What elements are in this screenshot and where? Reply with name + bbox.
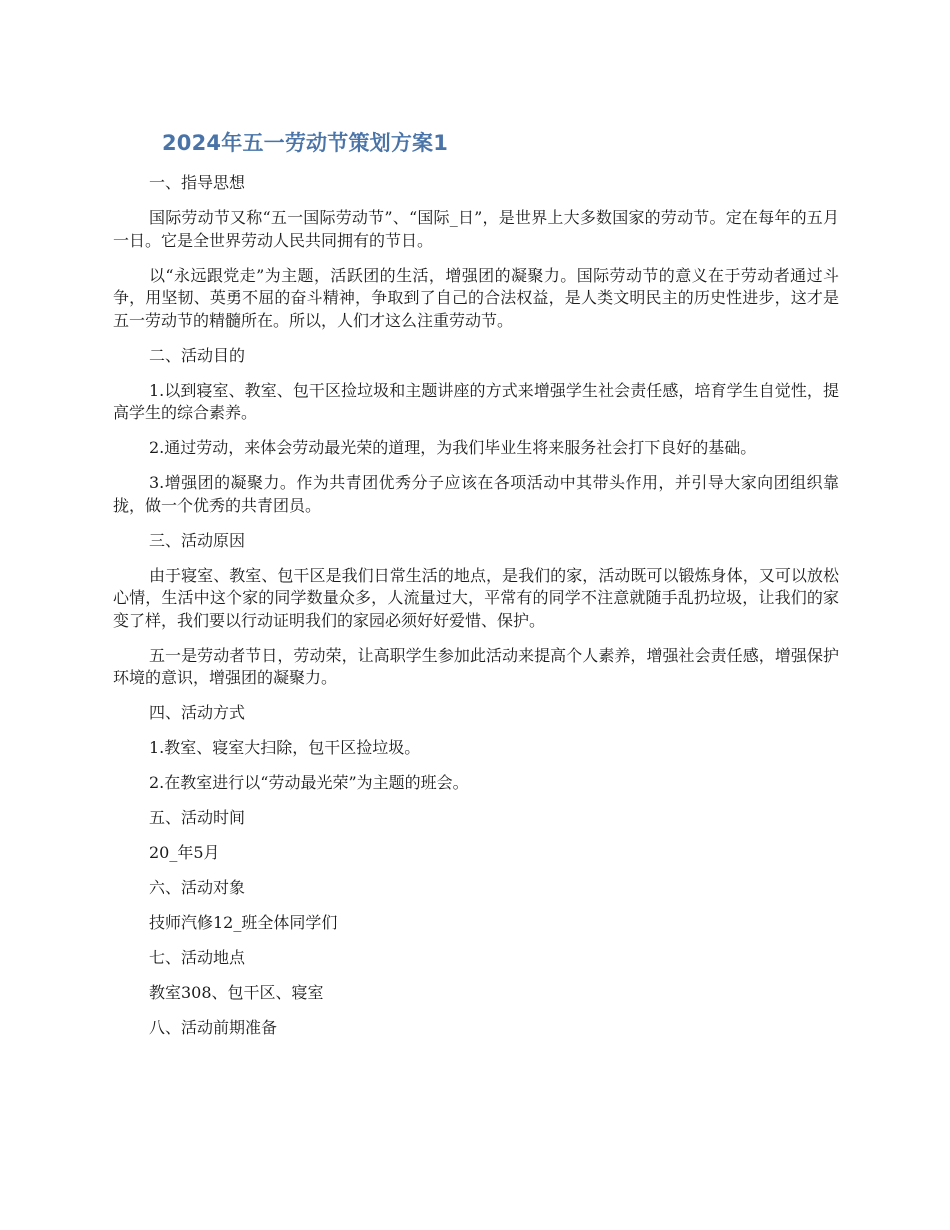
section-heading-activity-target: 六、活动对象 — [149, 878, 246, 897]
paragraph: 五一是劳动者节日，劳动荣，让高职学生参加此活动来提高个人素养，增强社会责任感，增强保护环境的意识，增强团的凝聚力。 — [113, 645, 839, 687]
document-body — [113, 172, 839, 1052]
section-heading-guiding-ideology: 一、指导思想 — [149, 173, 246, 192]
paragraph: 技师汽修12_班全体同学们 — [149, 913, 338, 932]
list-item: 2.在教室进行以“劳动最光荣”为主题的班会。 — [149, 773, 469, 792]
section-heading-activity-reason: 三、活动原因 — [149, 530, 246, 550]
paragraph: 由于寝室、教室、包干区是我们日常生活的地点，是我们的家，活动既可以锻炼身体，又可以放松心情，生活中这个家的同学数量众多，人流量过大，平常有的同学不注意就随手乱扔垃圾，让我们的家变了样，我们要以行动证明我们的家园必须好好爱惜、保护。 — [113, 565, 839, 630]
paragraph: 国际劳动节又称“五一国际劳动节”、“国际_日”，是世界上大多数国家的劳动节。定在每年的五月一日。它是全世界劳动人民共同拥有的节日。 — [113, 208, 839, 250]
list-item: 2.通过劳动，来体会劳动最光荣的道理，为我们毕业生将来服务社会打下良好的基础。 — [149, 438, 757, 457]
paragraph: 以“永远跟党走”为主题，活跃团的生活，增强团的凝聚力。国际劳动节的意义在于劳动者通过斗争，用坚韧、英勇不屈的奋斗精神，争取到了自己的合法权益，是人类文明民主的历史性进步，这才是五一劳动节的精髓所在。所以，人们才这么注重劳动节。 — [113, 265, 839, 330]
list-item: 1.教室、寝室大扫除，包干区捡垃圾。 — [149, 738, 421, 757]
section-heading-preparation: 八、活动前期准备 — [149, 1018, 278, 1037]
list-item: 1.以到寝室、教室、包干区捡垃圾和主题讲座的方式来增强学生社会责任感，培育学生自觉性，提高学生的综合素养。 — [113, 380, 839, 422]
section-heading-activity-location: 七、活动地点 — [149, 948, 246, 967]
paragraph: 20_年5月 — [149, 843, 220, 862]
document-title: 2024年五一劳动节策划方案1 — [162, 131, 449, 155]
paragraph: 教室308、包干区、寝室 — [149, 983, 324, 1002]
section-heading-activity-time: 五、活动时间 — [149, 808, 246, 827]
section-heading-activity-method: 四、活动方式 — [149, 703, 246, 722]
list-item: 3.增强团的凝聚力。作为共青团优秀分子应该在各项活动中其带头作用，并引导大家向团组织靠拢，做一个优秀的共青团员。 — [113, 473, 839, 515]
section-heading-activity-purpose: 二、活动目的 — [149, 345, 246, 365]
